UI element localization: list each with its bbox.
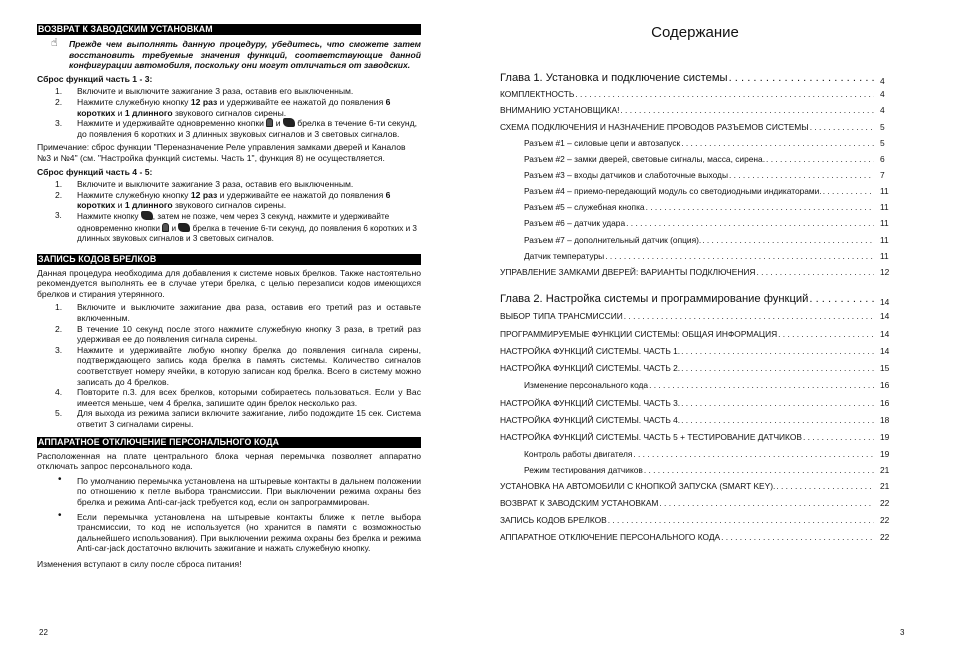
hardware-bullets xyxy=(37,473,421,554)
key-button-icon xyxy=(141,211,153,220)
toc-entry[interactable] xyxy=(500,218,892,228)
toc-entry-page: 11 xyxy=(880,235,889,245)
list-item: 1. Включите и выключите зажигание 3 раза, оставив его выключенным. xyxy=(55,86,354,97)
toc-entry-page: 14 xyxy=(880,346,890,356)
toc-dot-leader xyxy=(755,267,874,277)
toc-dot-leader xyxy=(619,105,874,115)
list-item: 4. Повторите п.3. для всех брелков, которыми собираетесь пользоваться. Если у Вас имеется меньше, чем 4 брелка, запишите один брелок несколько раз. xyxy=(55,387,421,408)
toc-entry-page: 11 xyxy=(880,202,889,212)
toc-entry-page: 11 xyxy=(880,186,889,196)
list-item: 3. Нажмите и удерживайте одновременно кнопки и брелка в течение 6-ти секунд, до появления 6 коротких и 3 длинных звуковых сигналов и 3 световых сигналов. xyxy=(55,118,418,139)
toc-entry[interactable] xyxy=(500,498,892,508)
toc-entry[interactable] xyxy=(500,267,892,277)
toc-entry-page: 15 xyxy=(880,363,890,373)
toc-entry-page: 22 xyxy=(880,515,890,525)
toc-entry-page: 11 xyxy=(880,218,889,228)
toc-entry-title: ВЫБОР ТИПА ТРАНСМИССИИ xyxy=(500,311,623,321)
toc-entry-title: Разъем #7 – дополнительный датчик (опция). xyxy=(524,235,702,245)
list-item: • Если перемычка установлена на штыревые контакты ближе к петле выбора трансмиссии, то код не используется (но хранится в памяти с возможностью дальнейшего использования). При выключении режима охраны без брелка и режима Anti-car-jack достаточно включить зажигание и нажать служебную кнопку. xyxy=(58,509,421,554)
toc-entry-title: УПРАВЛЕНИЕ ЗАМКАМИ ДВЕРЕЙ: ВАРИАНТЫ ПОДКЛЮЧЕНИЯ xyxy=(500,267,756,277)
toc-entry-title: Разъем #2 – замки дверей, световые сигналы, масса, сирена. xyxy=(524,154,766,164)
list-item: 3. Нажмите кнопку , затем не позже, чем через 3 секунд, нажмите и удерживайте одновременно кнопки и брелка в течение 6-ти секунд, до появления 6 коротких и 3 длинных звуковых сигналов и 3 световых сигналов. xyxy=(55,210,417,244)
toc-dot-leader xyxy=(822,186,874,196)
toc-dot-leader xyxy=(643,465,874,475)
toc-entry[interactable] xyxy=(500,154,892,164)
toc-dot-leader xyxy=(648,380,874,390)
toc-entry[interactable] xyxy=(500,202,892,212)
toc-entry-title: Разъем #6 – датчик удара xyxy=(524,218,626,228)
list-item: 2. Нажмите служебную кнопку 12 раз и удерживайте ее нажатой до появления 6 коротких и 1 длинного звукового сигналов сирены. xyxy=(55,96,391,118)
toc-entry-title: Разъем #5 – служебная кнопка xyxy=(524,202,645,212)
toc-entry[interactable] xyxy=(500,122,892,132)
toc-dot-leader xyxy=(765,154,874,164)
toc-entry-title: ПРОГРАММИРУЕМЫЕ ФУНКЦИИ СИСТЕМЫ: ОБЩАЯ ИНФОРМАЦИЯ xyxy=(500,329,778,339)
toc-entry[interactable] xyxy=(500,311,892,321)
toc-entry-page: 4 xyxy=(880,76,885,86)
toc-dot-leader xyxy=(658,498,874,508)
toc-dot-leader xyxy=(802,432,874,442)
toc-entry[interactable] xyxy=(500,515,892,525)
toc-entry-title: Датчик температуры xyxy=(524,251,605,261)
toc-entry-title: ВОЗВРАТ К ЗАВОДСКИМ УСТАНОВКАМ xyxy=(500,498,659,508)
toc-dot-leader xyxy=(607,515,874,525)
warning-paragraph xyxy=(37,39,421,71)
toc-entry[interactable] xyxy=(500,415,892,425)
toc-entry-page: 22 xyxy=(880,498,890,508)
toc-dot-leader xyxy=(701,235,874,245)
toc-dot-leader xyxy=(604,251,874,261)
toc-entry-page: 6 xyxy=(880,154,885,164)
toc-entry[interactable] xyxy=(500,251,892,261)
toc-entry-title: АППАРАТНОЕ ОТКЛЮЧЕНИЕ ПЕРСОНАЛЬНОГО КОДА xyxy=(500,532,721,542)
toc-entry-title: НАСТРОЙКА ФУНКЦИЙ СИСТЕМЫ. ЧАСТЬ 4. xyxy=(500,415,681,425)
toc-entry[interactable] xyxy=(500,89,892,99)
toc-entry[interactable] xyxy=(500,398,892,408)
section-heading-factory-reset: ВОЗВРАТ К ЗАВОДСКИМ УСТАНОВКАМ xyxy=(37,24,421,35)
page-number-left: 22 xyxy=(39,628,48,637)
warning-text: Прежде чем выполнять данную процедуру, убедитесь, что сможете затем восстановить требуемые значения функций, соответствующие данной конфигурации автомобиля, поскольку они могут отличаться от заводских. xyxy=(69,39,421,71)
toc-entry-page: 7 xyxy=(880,170,885,180)
toc-entry-page: 4 xyxy=(880,89,885,99)
toc-entry-title: Разъем #1 – силовые цепи и автозапуск xyxy=(524,138,681,148)
toc-dot-leader xyxy=(623,311,874,321)
toc-entry-title: ВНИМАНИЮ УСТАНОВЩИКА! xyxy=(500,105,620,115)
toc-entry-title: УСТАНОВКА НА АВТОМОБИЛИ С КНОПКОЙ ЗАПУСКА (SMART KEY). xyxy=(500,481,776,491)
toc-entry-title: СХЕМА ПОДКЛЮЧЕНИЯ И НАЗНАЧЕНИЕ ПРОВОДОВ РАЗЪЕМОВ СИСТЕМЫ xyxy=(500,122,809,132)
note-paragraph: Примечание: сброс функции "Переназначение Реле управления замками дверей и Каналов №3 и №4" (см. "Настройка функций системы. Часть 1", функция 8) не осуществляется. xyxy=(37,142,406,163)
toc-entry[interactable] xyxy=(500,293,892,306)
toc-dot-leader xyxy=(808,293,874,306)
toc-dot-leader xyxy=(775,481,874,491)
toc-entry-page: 14 xyxy=(880,329,890,339)
reset-part2-steps xyxy=(37,179,421,245)
toc-entry[interactable] xyxy=(500,532,892,542)
toc-entry[interactable] xyxy=(500,170,892,180)
toc-entry-page: 14 xyxy=(880,311,890,321)
toc-entry-title: НАСТРОЙКА ФУНКЦИЙ СИСТЕМЫ. ЧАСТЬ 2. xyxy=(500,363,681,373)
toc-dot-leader xyxy=(645,202,874,212)
toc-dot-leader xyxy=(680,138,874,148)
list-item: 3. Нажмите и удерживайте любую кнопку брелка до появления сигнала сирены, подтверждающего запись кода брелка в память системы. Количество сигналов соответствует номеру ячейки, в которую записан код брелка. Всего в систему можно записать до 4 брелков. xyxy=(55,344,421,387)
toc-dot-leader xyxy=(625,218,874,228)
toc-entry-page: 22 xyxy=(880,532,890,542)
toc-entry[interactable] xyxy=(500,363,892,373)
toc-entry[interactable] xyxy=(500,346,892,356)
toc-dot-leader xyxy=(720,532,874,542)
left-page xyxy=(37,24,421,570)
toc-entry-page: 14 xyxy=(880,297,890,307)
list-item: 1. Включите и выключите зажигание два раза, оставив его третий раз и оставьте включенным. xyxy=(55,302,421,324)
toc-entry-page: 19 xyxy=(880,432,890,442)
toc-entry-title: ЗАПИСЬ КОДОВ БРЕЛКОВ xyxy=(500,515,607,525)
toc-entry-page: 11 xyxy=(880,251,889,261)
subheading-reset-part-4-5: Сброс функций часть 4 - 5: xyxy=(37,166,153,177)
section-heading-key-fob-codes: ЗАПИСЬ КОДОВ БРЕЛКОВ xyxy=(37,254,421,265)
toc-entry[interactable] xyxy=(500,465,892,475)
toc-entry-title: НАСТРОЙКА ФУНКЦИЙ СИСТЕМЫ. ЧАСТЬ 5 + ТЕСТИРОВАНИЕ ДАТЧИКОВ xyxy=(500,432,802,442)
toc-entry-title: Разъем #4 – приемо-передающий модуль со светодиодными индикаторами. xyxy=(524,186,822,196)
toc-entry-title: Глава 1. Установка и подключение системы xyxy=(500,72,728,84)
toc-entry[interactable] xyxy=(500,380,892,390)
toc-entry-page: 19 xyxy=(880,449,890,459)
toc-dot-leader xyxy=(632,449,874,459)
toc-entry-page: 12 xyxy=(880,267,890,277)
toc-entry-page: 5 xyxy=(880,122,885,132)
toc-entry-page: 21 xyxy=(880,481,890,491)
toc-entry[interactable] xyxy=(500,138,892,148)
page-number-right: 3 xyxy=(900,628,905,637)
toc-entry-title: Разъем #3 – входы датчиков и слаботочные выходы xyxy=(524,170,728,180)
toc-entry-page: 16 xyxy=(880,380,890,390)
key-button-icon xyxy=(283,118,295,127)
list-item: 2. В течение 10 секунд после этого нажмите служебную кнопку 3 раза, в третий раз удерживая ее до появления сигнала сирены. xyxy=(55,323,421,345)
toc-entry-page: 21 xyxy=(880,465,890,475)
toc-dot-leader xyxy=(680,346,874,356)
toc-dot-leader xyxy=(777,329,874,339)
subheading-reset-part-1-3: Сброс функций часть 1 - 3: xyxy=(37,73,153,84)
toc-entry[interactable] xyxy=(500,329,892,339)
key-fob-steps xyxy=(37,302,421,429)
list-item: 5. Для выхода из режима записи включите зажигание, либо подождите 15 сек. Система ответит 3 сигналами сирены. xyxy=(55,408,421,429)
pointing-hand-icon: ☝ xyxy=(51,37,58,49)
reset-part1-steps xyxy=(37,86,421,139)
toc-dot-leader xyxy=(574,89,874,99)
toc-entry[interactable] xyxy=(500,235,892,245)
toc-dot-leader xyxy=(809,122,874,132)
list-item: 1. Включите и выключите зажигание 3 раза, оставив его выключенным. xyxy=(55,179,354,190)
toc-entry[interactable] xyxy=(500,72,892,85)
toc-entry-page: 5 xyxy=(880,138,885,148)
toc-dot-leader xyxy=(680,363,874,373)
toc-title: Содержание xyxy=(651,24,739,41)
toc-dot-leader xyxy=(680,398,874,408)
toc-entry[interactable] xyxy=(500,449,892,459)
toc-entry[interactable] xyxy=(500,481,892,491)
section-heading-hardware-code-disable: АППАРАТНОЕ ОТКЛЮЧЕНИЕ ПЕРСОНАЛЬНОГО КОДА xyxy=(37,437,421,448)
list-item: 2. Нажмите служебную кнопку 12 раз и удерживайте ее нажатой до появления 6 коротких и 1 длинного звукового сигналов сирены. xyxy=(55,189,391,211)
toc-entry-page: 16 xyxy=(880,398,890,408)
toc-entry-title: Контроль работы двигателя xyxy=(524,449,633,459)
toc-entry-page: 4 xyxy=(880,105,885,115)
toc-entry-title: Глава 2. Настройка системы и программирование функций xyxy=(500,293,809,305)
key-button-icon xyxy=(178,223,190,232)
toc-entry[interactable] xyxy=(500,432,892,442)
toc-dot-leader xyxy=(728,72,874,85)
toc-entry-page: 18 xyxy=(880,415,890,425)
power-reset-note: Изменения вступают в силу после сброса питания! xyxy=(37,558,242,569)
toc-dot-leader xyxy=(680,415,874,425)
toc-entry-title: Режим тестирования датчиков xyxy=(524,465,643,475)
toc-entry[interactable] xyxy=(500,186,892,196)
key-fob-intro: Данная процедура необходима для добавления к системе новых брелков. Также настоятельно рекомендуется выполнять ее в случае утери брелка, с целью перезаписи кодов имеющихся брелков и стирания утерянного. xyxy=(37,267,421,299)
toc-entry-title: КОМПЛЕКТНОСТЬ xyxy=(500,89,575,99)
toc-entry-title: НАСТРОЙКА ФУНКЦИЙ СИСТЕМЫ. ЧАСТЬ 3. xyxy=(500,398,681,408)
toc-entry[interactable] xyxy=(500,105,892,115)
list-item: • По умолчанию перемычка установлена на штыревые контакты в дальнем положении по отношению к петле выбора трансмиссии. При выключении режима охраны без брелка и режима Anti-car-jack требуется код, если он запрограммирован. xyxy=(58,473,421,507)
toc-entry-title: Изменение персонального кода xyxy=(524,380,649,390)
toc-entry-title: НАСТРОЙКА ФУНКЦИЙ СИСТЕМЫ. ЧАСТЬ 1. xyxy=(500,346,681,356)
toc-dot-leader xyxy=(728,170,874,180)
hardware-intro: Расположенная на плате центрального блока черная перемычка позволяет аппаратно отключать запрос персонального кода. xyxy=(37,450,421,472)
